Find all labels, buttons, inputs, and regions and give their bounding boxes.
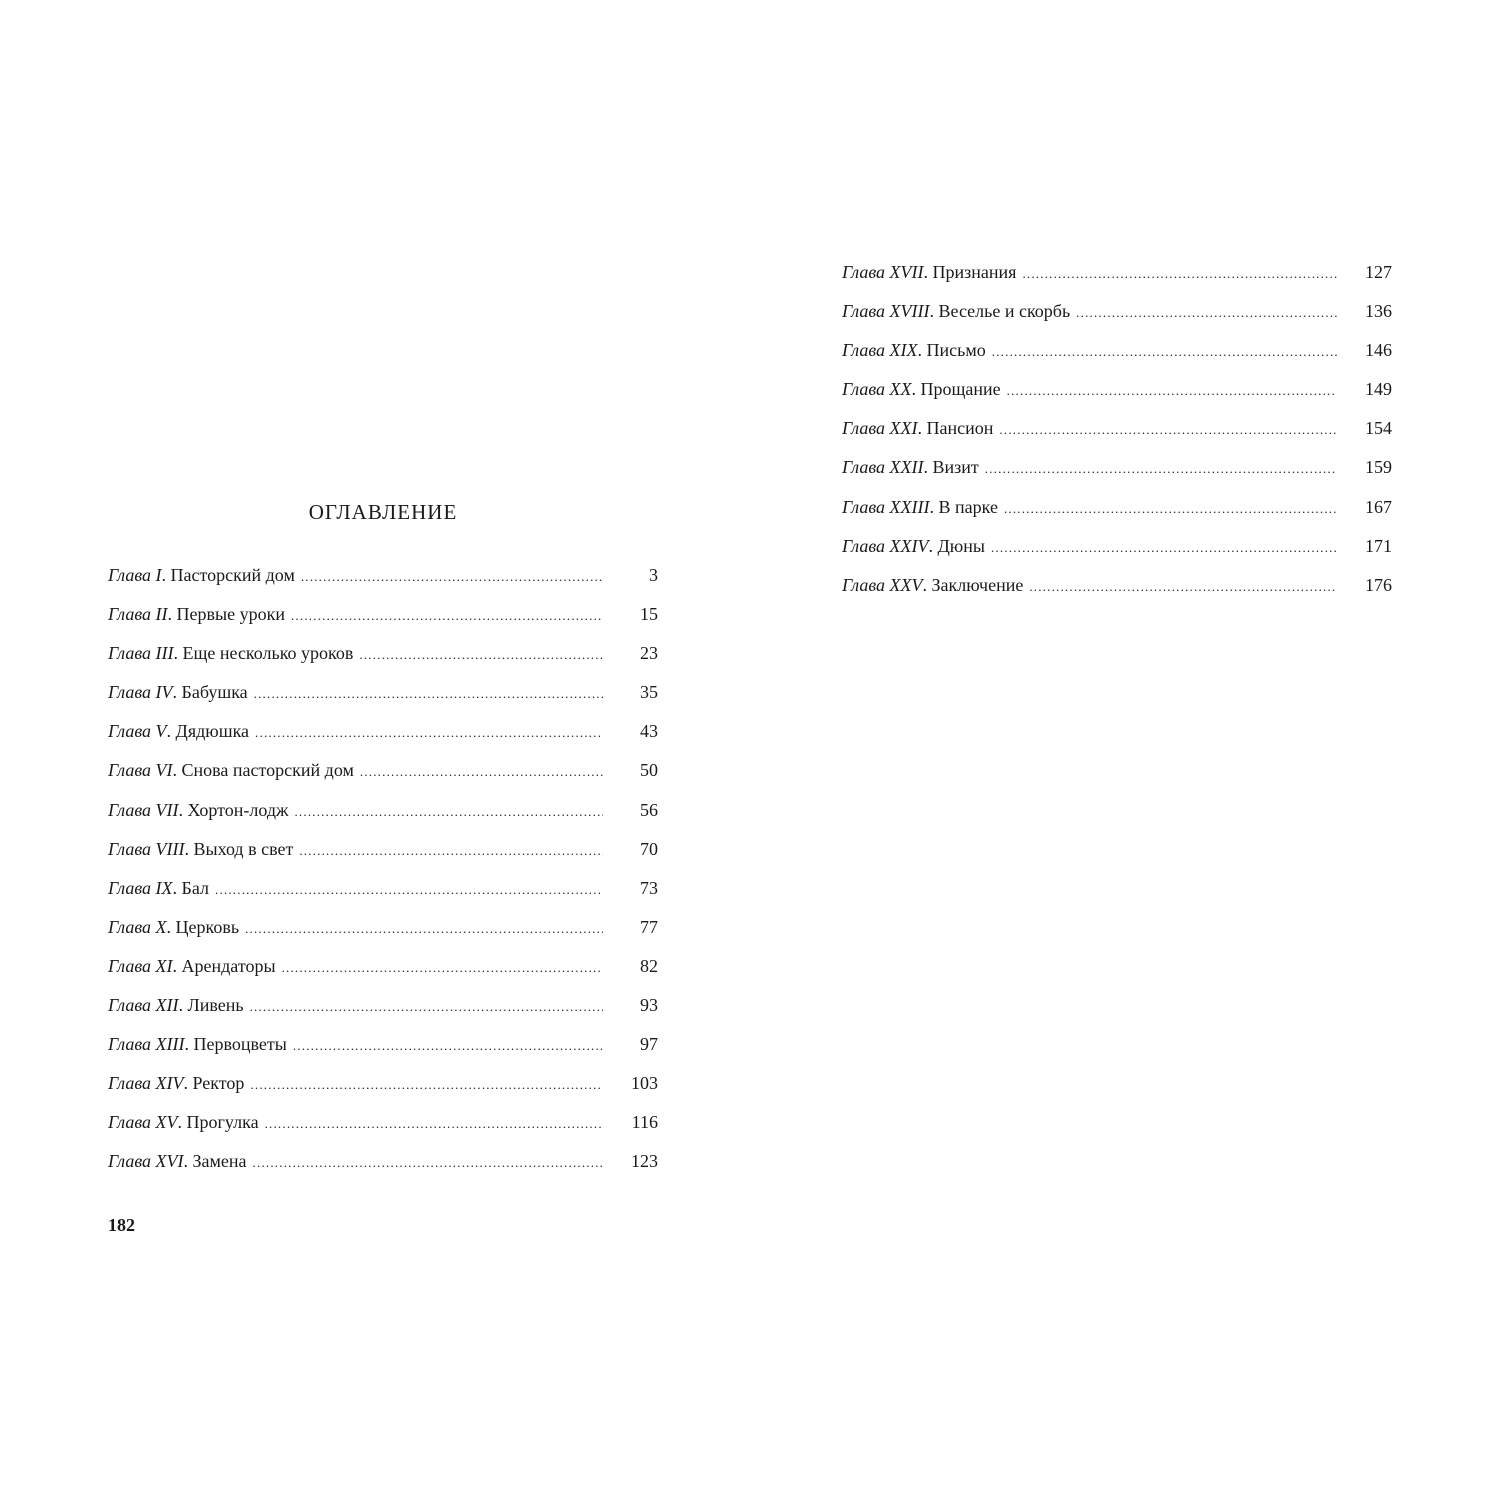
chapter-page-number: 77 <box>640 916 658 937</box>
chapter-page-number: 167 <box>1365 496 1392 517</box>
chapter-separator: . <box>183 1151 193 1172</box>
chapter-title: Первоцветы <box>193 1034 287 1055</box>
toc-entry <box>108 835 658 874</box>
toc-entry-text <box>108 561 603 591</box>
chapter-separator: . <box>922 574 932 595</box>
dot-leader <box>1007 377 1337 405</box>
chapter-title: Дюны <box>937 535 985 556</box>
chapter-separator: . <box>177 1112 187 1133</box>
chapter-label: Глава XV <box>108 1112 178 1133</box>
chapter-title: Прощание <box>920 379 1001 400</box>
toc-entry <box>108 639 658 678</box>
chapter-page-number: 23 <box>640 643 658 664</box>
chapter-title: Визит <box>932 457 979 478</box>
chapter-label: Глава IV <box>108 682 173 703</box>
chapter-label: Глава V <box>108 721 167 742</box>
chapter-label: Глава XVIII <box>842 301 930 322</box>
dot-leader <box>1029 573 1337 601</box>
toc-entry <box>108 717 658 756</box>
toc-entry <box>108 991 658 1030</box>
page-number: 182 <box>108 1215 135 1235</box>
dot-leader <box>992 338 1337 366</box>
toc-entry-text <box>108 717 603 747</box>
toc-entry-text <box>842 493 1337 523</box>
chapter-title: Ректор <box>192 1073 245 1094</box>
chapter-label: Глава XIX <box>842 340 918 361</box>
toc-entry-text <box>108 1030 603 1060</box>
chapter-title: Первые уроки <box>176 604 285 625</box>
toc-entry-text <box>108 952 603 982</box>
toc-entry <box>842 414 1392 453</box>
chapter-separator: . <box>161 565 171 585</box>
chapter-page-number: 136 <box>1365 301 1392 322</box>
chapter-page-number: 103 <box>631 1073 658 1094</box>
toc-entry-text <box>842 336 1337 366</box>
chapter-page-number: 93 <box>640 995 658 1016</box>
chapter-separator: . <box>172 877 182 898</box>
dot-leader <box>291 602 603 630</box>
chapter-separator: . <box>178 799 188 820</box>
toc-left-column <box>108 561 658 1187</box>
chapter-label: Глава XI <box>108 955 173 976</box>
chapter-title: Выход в свет <box>193 838 294 859</box>
toc-entry-text <box>842 532 1337 562</box>
dot-leader <box>999 416 1337 444</box>
chapter-separator: . <box>167 604 177 625</box>
chapter-title: Прогулка <box>186 1112 259 1133</box>
toc-entry-text <box>108 639 603 669</box>
chapter-title: Снова пасторский дом <box>181 760 354 781</box>
chapter-title: Признания <box>932 262 1017 282</box>
chapter-label: Глава I <box>108 565 162 585</box>
chapter-title: Хортон-лодж <box>187 799 289 820</box>
toc-entry <box>108 1069 658 1108</box>
toc-entry-text <box>842 453 1337 483</box>
chapter-title: Веселье и скорбь <box>938 301 1071 322</box>
chapter-separator: . <box>178 995 188 1016</box>
dot-leader <box>1004 495 1337 523</box>
chapter-title: Бал <box>181 877 209 898</box>
toc-entry <box>842 375 1392 414</box>
chapter-page-number: 127 <box>1365 262 1392 282</box>
chapter-title: Замена <box>192 1151 247 1172</box>
dot-leader <box>1076 299 1337 327</box>
chapter-page-number: 73 <box>640 877 658 898</box>
chapter-label: Глава IX <box>108 877 173 898</box>
toc-entry <box>108 1147 658 1186</box>
chapter-page-number: 176 <box>1365 574 1392 595</box>
toc-entry <box>108 1030 658 1069</box>
toc-entry-text <box>108 1108 603 1138</box>
chapter-label: Глава II <box>108 604 168 625</box>
toc-entry-text <box>108 1069 603 1099</box>
chapter-label: Глава XXIV <box>842 535 929 556</box>
chapter-separator: . <box>929 496 939 517</box>
chapter-title: Дядюшка <box>175 721 250 742</box>
toc-entry <box>108 678 658 717</box>
toc-entry <box>108 913 658 952</box>
chapter-label: Глава XX <box>842 379 912 400</box>
chapter-label: Глава XXI <box>842 418 918 439</box>
chapter-title: Арендаторы <box>181 955 276 976</box>
chapter-title: Заключение <box>931 574 1024 595</box>
chapter-separator: . <box>183 1073 193 1094</box>
dot-leader <box>293 1032 603 1060</box>
chapter-page-number: 15 <box>640 604 658 625</box>
chapter-label: Глава XIII <box>108 1034 185 1055</box>
dot-leader <box>265 1110 603 1138</box>
toc-entry-text <box>842 571 1337 601</box>
chapter-label: Глава VIII <box>108 838 185 859</box>
toc-right-column <box>842 258 1392 610</box>
dot-leader <box>299 837 603 865</box>
chapter-page-number: 123 <box>631 1151 658 1172</box>
chapter-page-number: 43 <box>640 721 658 742</box>
chapter-label: Глава XXIII <box>842 496 930 517</box>
chapter-title: Церковь <box>175 916 240 937</box>
dot-leader <box>215 876 603 904</box>
dot-leader <box>250 1071 603 1099</box>
toc-entry <box>108 1108 658 1147</box>
chapter-label: Глава XVI <box>108 1151 184 1172</box>
chapter-page-number: 159 <box>1365 457 1392 478</box>
chapter-separator: . <box>172 760 182 781</box>
chapter-page-number: 97 <box>640 1034 658 1055</box>
toc-entry <box>842 453 1392 492</box>
toc-entry <box>108 796 658 835</box>
chapter-title: Бабушка <box>181 682 248 703</box>
chapter-separator: . <box>172 682 182 703</box>
dot-leader <box>254 680 603 708</box>
dot-leader <box>282 954 603 982</box>
chapter-page-number: 171 <box>1365 535 1392 556</box>
toc-entry-text <box>108 1147 603 1177</box>
dot-leader <box>1022 260 1337 288</box>
dot-leader <box>359 641 603 669</box>
chapter-label: Глава XVII <box>842 262 924 282</box>
chapter-page-number: 70 <box>640 838 658 859</box>
toc-entry-text <box>108 678 603 708</box>
chapter-title: Письмо <box>926 340 986 361</box>
chapter-separator: . <box>917 340 927 361</box>
toc-entry <box>842 258 1392 297</box>
chapter-page-number: 146 <box>1365 340 1392 361</box>
toc-entry-text <box>842 297 1337 327</box>
chapter-label: Глава VII <box>108 799 179 820</box>
chapter-title: Еще несколько уроков <box>182 643 354 664</box>
chapter-page-number: 35 <box>640 682 658 703</box>
toc-entry-text <box>108 991 603 1021</box>
toc-entry-text <box>842 258 1337 288</box>
chapter-label: Глава XXV <box>842 574 923 595</box>
chapter-separator: . <box>923 262 933 282</box>
toc-entry-text <box>842 414 1337 444</box>
chapter-separator: . <box>173 643 183 664</box>
dot-leader <box>255 719 603 747</box>
toc-entry <box>108 600 658 639</box>
toc-entry <box>108 561 658 600</box>
chapter-title: Пасторский дом <box>170 565 295 585</box>
chapter-separator: . <box>184 838 194 859</box>
chapter-title: Ливень <box>187 995 244 1016</box>
dot-leader <box>253 1149 603 1177</box>
dot-leader <box>991 534 1337 562</box>
chapter-separator: . <box>929 301 939 322</box>
dot-leader <box>301 563 603 591</box>
dot-leader <box>360 758 603 786</box>
chapter-label: Глава VI <box>108 760 173 781</box>
toc-entry <box>108 874 658 913</box>
chapter-page-number: 116 <box>631 1112 658 1133</box>
toc-entry-text <box>108 835 603 865</box>
chapter-label: Глава XII <box>108 995 179 1016</box>
chapter-page-number: 82 <box>640 955 658 976</box>
chapter-page-number: 50 <box>640 760 658 781</box>
chapter-separator: . <box>172 955 182 976</box>
chapter-page-number: 154 <box>1365 418 1392 439</box>
chapter-separator: . <box>166 721 176 742</box>
toc-entry <box>108 952 658 991</box>
toc-entry-text <box>108 756 603 786</box>
dot-leader <box>294 798 603 826</box>
chapter-separator: . <box>917 418 927 439</box>
toc-entry-text <box>108 913 603 943</box>
chapter-title: В парке <box>938 496 998 517</box>
toc-entry <box>842 571 1392 610</box>
toc-entry <box>108 756 658 795</box>
dot-leader <box>245 915 603 943</box>
toc-entry <box>842 297 1392 336</box>
toc-entry <box>842 532 1392 571</box>
chapter-page-number: 149 <box>1365 379 1392 400</box>
toc-entry <box>842 336 1392 375</box>
dot-leader <box>250 993 603 1021</box>
chapter-title: Пансион <box>926 418 994 439</box>
chapter-separator: . <box>166 916 176 937</box>
toc-title: ОГЛАВЛЕНИЕ <box>308 500 458 524</box>
chapter-label: Глава X <box>108 916 167 937</box>
chapter-page-number: 3 <box>649 565 658 585</box>
toc-entry <box>842 493 1392 532</box>
chapter-label: Глава XXII <box>842 457 924 478</box>
chapter-separator: . <box>911 379 921 400</box>
toc-entry-text <box>842 375 1337 405</box>
toc-entry-text <box>108 796 603 826</box>
toc-entry-text <box>108 600 603 630</box>
chapter-page-number: 56 <box>640 799 658 820</box>
dot-leader <box>985 455 1337 483</box>
chapter-label: Глава XIV <box>108 1073 184 1094</box>
chapter-label: Глава III <box>108 643 174 664</box>
chapter-separator: . <box>184 1034 194 1055</box>
toc-entry-text <box>108 874 603 904</box>
chapter-separator: . <box>928 535 938 556</box>
chapter-separator: . <box>923 457 933 478</box>
